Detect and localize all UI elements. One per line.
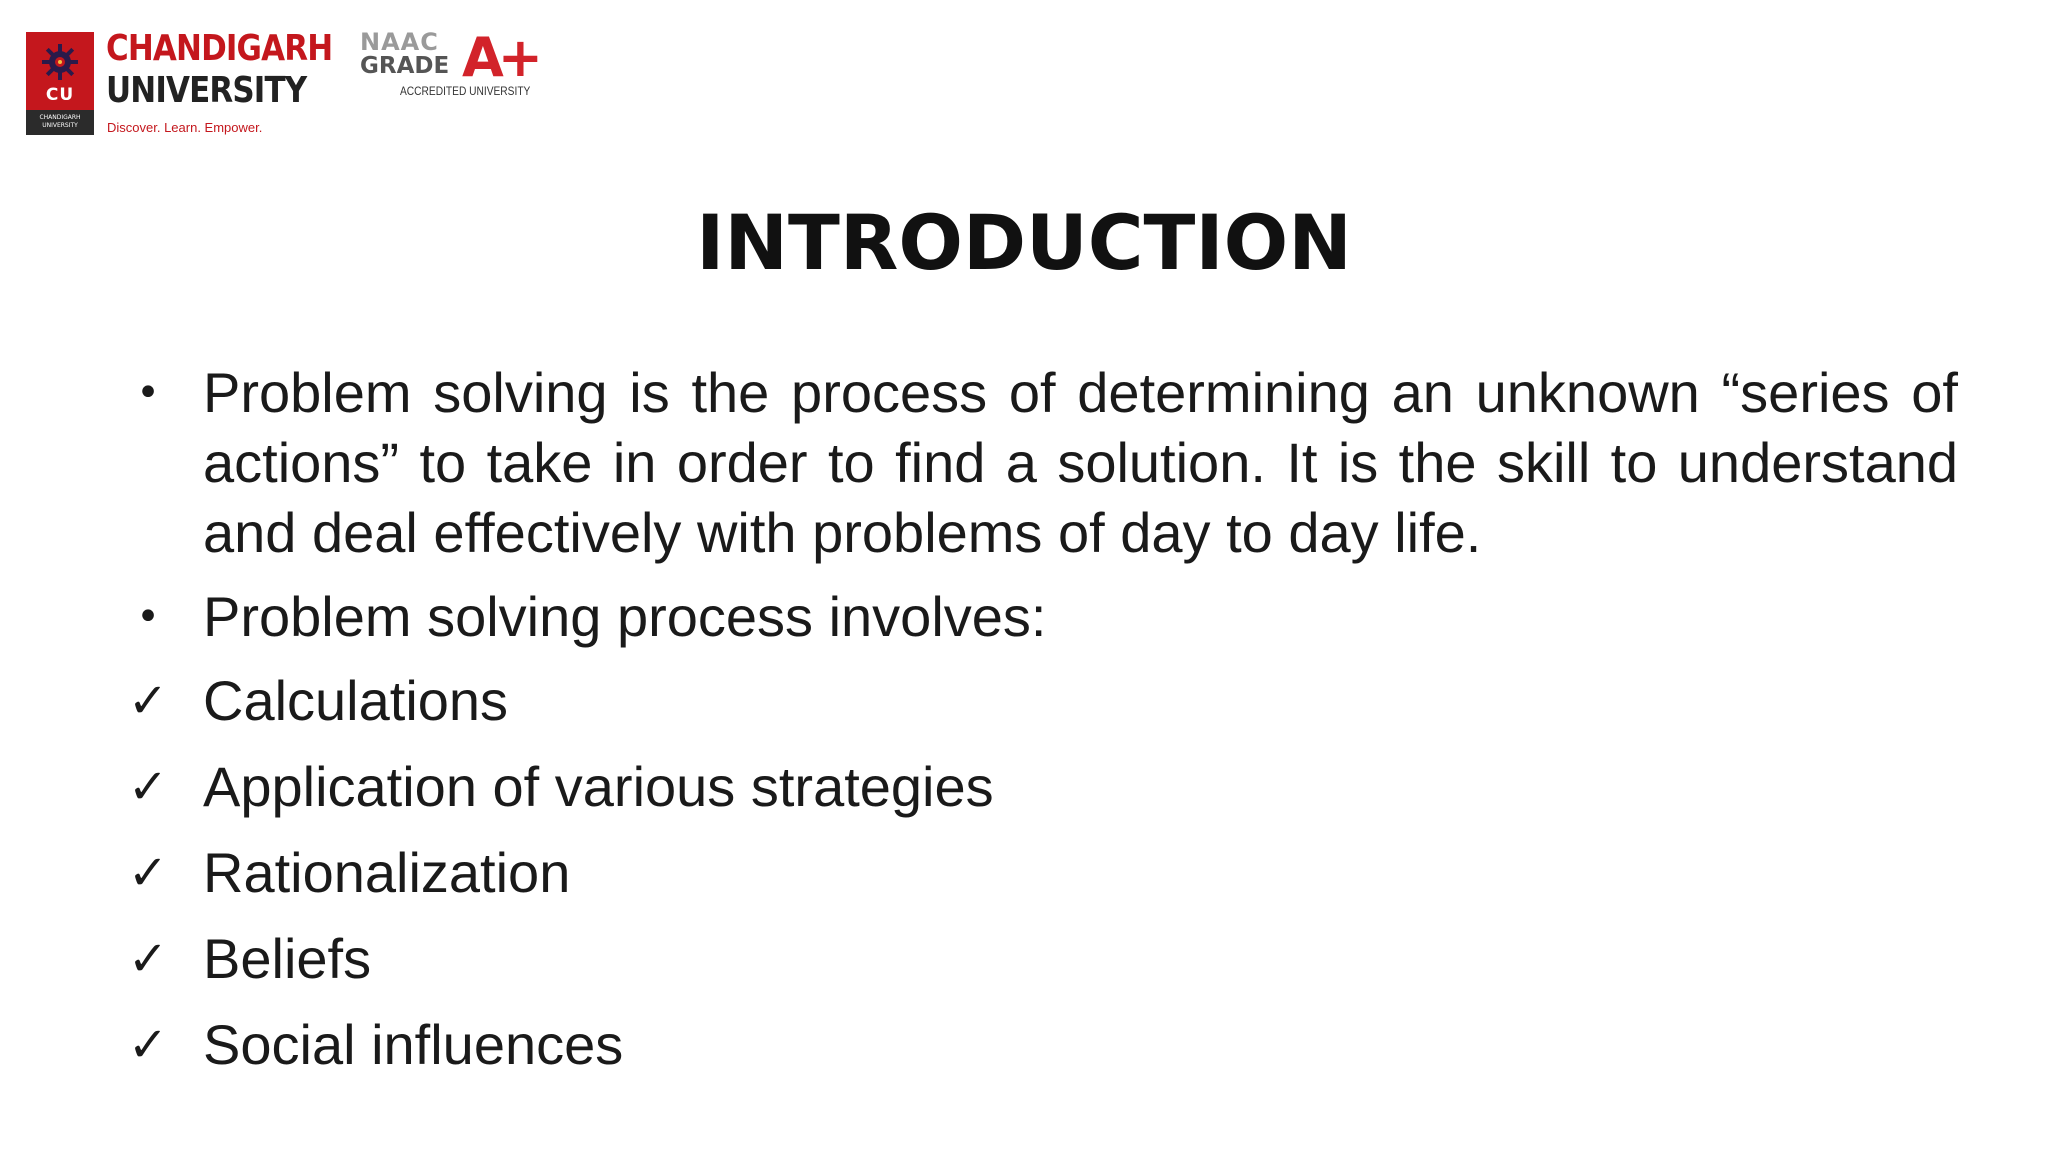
grade-value: A+ [462,26,538,89]
checkmark-icon: ✓ [127,673,169,729]
checklist-item [118,1010,1958,1080]
checkmark-icon: ✓ [127,759,169,815]
checkmark-icon: ✓ [127,845,169,901]
naac-grade-logo [360,26,545,105]
bullet-item [118,358,1958,568]
checklist-text: Social influences [203,1013,624,1076]
checklist-item [118,752,1958,822]
checklist-item [118,666,1958,736]
university-emblem [26,32,94,135]
slide-title: INTRODUCTION [696,198,1352,287]
university-logo [26,28,336,140]
university-tagline: Discover. Learn. Empower. [107,120,263,135]
emblem-caption: CHANDIGARH UNIVERSITY [26,110,94,135]
checkmark-icon: ✓ [127,1017,169,1073]
checklist-text: Beliefs [203,927,372,990]
grade-label: GRADE [360,53,450,79]
bullet-marker: • [136,370,160,416]
bullet-text: Problem solving is the process of determining an unknown “series of actions” to take in order to find a solution. It is the skill to understand and deal effectively with problems of day to day life. [203,361,1958,564]
bullet-marker: • [136,594,160,640]
checkmark-icon: ✓ [127,931,169,987]
bullet-text: Problem solving process involves: [203,585,1047,648]
checklist-text: Calculations [203,669,509,732]
university-name-line2: UNIVERSITY [106,70,307,111]
university-name-line1: CHANDIGARH [106,28,333,69]
bullet-item [118,582,1958,652]
checklist-item [118,838,1958,908]
gear-emblem-icon [40,42,80,82]
slide-content [118,358,1958,1096]
checklist-text: Rationalization [203,841,571,904]
naac-label: NAAC [360,28,439,56]
checklist-item [118,924,1958,994]
checklist-text: Application of various strategies [203,755,994,818]
accreditation-caption: ACCREDITED UNIVERSITY [400,84,531,98]
emblem-letters: CU [45,85,75,105]
